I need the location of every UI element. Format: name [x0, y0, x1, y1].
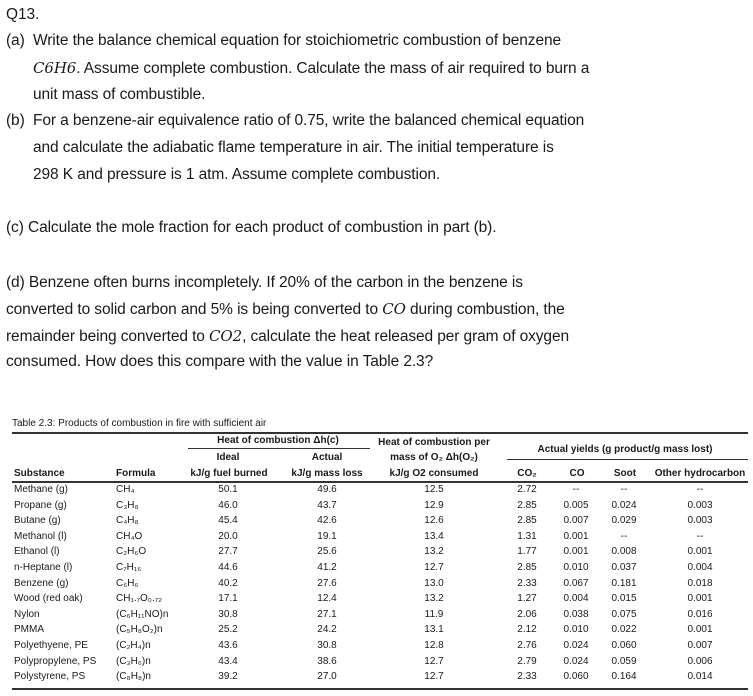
cell-ideal: 27.7 [218, 546, 238, 558]
cell-other: 0.004 [687, 562, 713, 573]
part-c: (c) Calculate the mole fraction for each product of combustion in part (b). [6, 219, 497, 236]
cell-co2: 2.33 [517, 671, 537, 683]
table-header-rule [12, 481, 748, 483]
part-d-line3-pre: remainder being converted to [6, 328, 210, 345]
header-other-hydrocarbon: Other hydrocarbon [654, 468, 746, 479]
cell-co2: 1.77 [517, 546, 537, 558]
cell-actual: 38.6 [317, 655, 337, 667]
cell-other: -- [696, 484, 704, 495]
table-bottom-rule [12, 688, 748, 690]
cell-formula: (C₃H₆)n [116, 655, 151, 667]
part-b-line1: For a benzene-air equivalence ratio of 0.75, write the balanced chemical equation [33, 112, 585, 129]
cell-substance: Methane (g) [14, 484, 68, 495]
cell-actual: 12.4 [317, 593, 337, 605]
cell-co: 0.001 [563, 546, 589, 558]
cell-substance: Polyethyene, PE [14, 640, 88, 651]
cell-per-o2: 13.2 [424, 593, 444, 605]
cell-formula: C₇H₁₆ [116, 562, 142, 573]
header-per-o2-line2: mass of O₂ Δh(O₂) [390, 452, 478, 463]
cell-formula: CH₄ [116, 484, 135, 495]
part-d-line4: consumed. How does this compare with the value in Table 2.3? [6, 353, 434, 370]
cell-substance: Wood (red oak) [14, 593, 83, 605]
cell-formula: CH₄O [116, 530, 143, 542]
part-d-line1: (d) Benzene often burns incompletely. If 20% of the carbon in the benzene is [6, 274, 523, 291]
cell-formula: CH₁.₇O₀.₇₂ [116, 593, 163, 605]
cell-per-o2: 12.7 [424, 671, 444, 683]
cell-formula: C₄H₈ [116, 515, 139, 527]
cell-ideal: 45.4 [218, 515, 238, 527]
cell-co2: 2.76 [517, 640, 537, 651]
part-b-line2: and calculate the adiabatic flame temperature in air. The initial temperature is [33, 139, 554, 156]
cell-ideal: 50.1 [218, 484, 238, 495]
cell-co: 0.010 [563, 624, 589, 636]
header-ideal-unit: kJ/g fuel burned [190, 468, 268, 479]
header-heat-rule [188, 448, 370, 449]
cell-co2: 2.72 [517, 484, 537, 495]
cell-actual: 41.2 [317, 562, 337, 573]
cell-co: 0.004 [563, 593, 589, 605]
cell-substance: Ethanol (l) [14, 546, 60, 558]
cell-soot: 0.015 [611, 593, 637, 605]
cell-ideal: 20.0 [218, 530, 238, 542]
cell-co: 0.024 [563, 640, 589, 651]
cell-ideal: 25.2 [218, 624, 238, 636]
cell-per-o2: 12.6 [424, 515, 444, 527]
cell-actual: 24.2 [317, 624, 337, 636]
header-actual-yields: Actual yields (g product/g mass lost) [537, 444, 713, 455]
cell-other: 0.018 [687, 577, 713, 589]
part-d-line3-post: , calculate the heat released per gram of oxygen [242, 328, 569, 345]
cell-substance: Propane (g) [14, 499, 67, 511]
cell-soot: 0.164 [611, 671, 637, 683]
cell-substance: Benzene (g) [14, 577, 69, 589]
cell-ideal: 40.2 [218, 577, 238, 589]
cell-formula: (C₆H₁₁NO)n [116, 608, 169, 620]
cell-co2: 2.06 [517, 608, 537, 620]
cell-formula: C₆H₆ [116, 577, 139, 589]
part-a-line2-text: . Assume complete combustion. Calculate the mass of air required to burn a [76, 60, 590, 77]
header-actual: Actual [311, 452, 343, 463]
cell-other: -- [696, 530, 704, 542]
cell-substance: Polypropylene, PS [14, 655, 97, 667]
cell-formula: (C₂H₄)n [116, 640, 151, 651]
part-b-line3: 298 K and pressure is 1 atm. Assume complete combustion. [33, 166, 441, 183]
cell-co: 0.067 [563, 577, 589, 589]
part-d-line2-pre: converted to solid carbon and 5% is being converted to [6, 301, 383, 318]
cell-other: 0.006 [687, 655, 713, 667]
cell-substance: Butane (g) [14, 515, 61, 527]
cell-soot: 0.024 [611, 499, 637, 511]
cell-soot: 0.008 [611, 546, 637, 558]
cell-other: 0.001 [687, 593, 713, 605]
cell-ideal: 46.0 [218, 499, 238, 511]
cell-substance: Nylon [14, 608, 40, 620]
cell-co2: 2.33 [517, 577, 537, 589]
cell-soot: 0.181 [611, 577, 637, 589]
cell-other: 0.007 [687, 640, 713, 651]
cell-per-o2: 12.8 [424, 640, 444, 651]
part-d-line3 [6, 327, 569, 346]
cell-substance: Methanol (l) [14, 530, 67, 542]
cell-actual: 43.7 [317, 499, 337, 511]
cell-other: 0.014 [687, 671, 713, 683]
cell-other: 0.016 [687, 608, 713, 620]
cell-per-o2: 12.5 [424, 484, 444, 495]
cell-ideal: 39.2 [218, 671, 238, 683]
part-a-line3: unit mass of combustible. [33, 86, 206, 103]
cell-per-o2: 12.7 [424, 562, 444, 573]
co-formula: CO [382, 300, 406, 318]
cell-soot: -- [620, 484, 628, 495]
cell-actual: 27.6 [317, 577, 337, 589]
cell-co: 0.010 [563, 562, 589, 573]
cell-per-o2: 13.4 [424, 530, 444, 542]
header-formula: Formula [116, 468, 156, 479]
part-b-label: (b) [6, 112, 25, 129]
cell-substance: n-Heptane (l) [14, 562, 73, 573]
part-d-line2-post: during combustion, the [405, 301, 565, 318]
header-per-o2-line1: Heat of combustion per [378, 437, 490, 448]
cell-actual: 49.6 [317, 484, 337, 495]
cell-co2: 2.85 [517, 515, 537, 527]
benzene-formula: C6H6 [33, 59, 77, 77]
cell-ideal: 30.8 [218, 608, 238, 620]
cell-formula: C₂H₆O [116, 546, 147, 558]
cell-soot: 0.060 [611, 640, 637, 651]
cell-per-o2: 13.0 [424, 577, 444, 589]
cell-co: 0.005 [563, 499, 589, 511]
cell-other: 0.001 [687, 624, 713, 636]
cell-per-o2: 13.2 [424, 546, 444, 558]
cell-co: 0.038 [563, 608, 589, 620]
cell-other: 0.003 [687, 515, 713, 527]
cell-other: 0.003 [687, 499, 713, 511]
table-top-rule [12, 432, 748, 434]
cell-actual: 30.8 [317, 640, 337, 651]
cell-other: 0.001 [687, 546, 713, 558]
cell-formula: (C₈H₈)n [116, 671, 151, 683]
part-d-line2 [6, 300, 565, 319]
cell-co: 0.001 [563, 530, 589, 542]
header-yields-rule [507, 459, 748, 460]
table-caption: Table 2.3: Products of combustion in fire with sufficient air [12, 418, 267, 429]
cell-actual: 27.0 [317, 671, 337, 683]
cell-soot: 0.075 [611, 608, 637, 620]
cell-co2: 1.31 [517, 530, 537, 542]
cell-formula: C₃H₈ [116, 499, 139, 511]
cell-per-o2: 12.9 [424, 499, 444, 511]
cell-co: 0.007 [563, 515, 589, 527]
cell-co2: 2.85 [517, 499, 537, 511]
cell-per-o2: 13.1 [424, 624, 444, 636]
header-heat-of-combustion: Heat of combustion Δh(c) [217, 435, 339, 446]
cell-soot: 0.029 [611, 515, 637, 527]
header-ideal: Ideal [216, 452, 240, 463]
cell-soot: 0.022 [611, 624, 637, 636]
cell-co2: 2.12 [517, 624, 537, 636]
cell-co: -- [572, 484, 580, 495]
cell-substance: PMMA [14, 624, 44, 636]
header-actual-unit: kJ/g mass loss [291, 468, 363, 479]
cell-co2: 2.79 [517, 655, 537, 667]
cell-soot: 0.059 [611, 655, 637, 667]
cell-substance: Polystyrene, PS [14, 671, 86, 683]
header-co: CO [569, 468, 585, 479]
cell-co: 0.060 [563, 671, 589, 683]
part-a-line2 [33, 59, 589, 78]
cell-actual: 25.6 [317, 546, 337, 558]
question-number: Q13. [6, 6, 40, 23]
co2-formula: CO2 [209, 327, 243, 345]
cell-actual: 19.1 [317, 530, 337, 542]
cell-soot: -- [620, 530, 628, 542]
cell-ideal: 43.4 [218, 655, 238, 667]
cell-co: 0.024 [563, 655, 589, 667]
header-per-o2-unit: kJ/g O2 consumed [389, 468, 479, 479]
cell-actual: 27.1 [317, 608, 337, 620]
cell-ideal: 43.6 [218, 640, 238, 651]
header-soot: Soot [613, 468, 637, 479]
cell-soot: 0.037 [611, 562, 637, 573]
cell-co2: 1.27 [517, 593, 537, 605]
cell-per-o2: 12.7 [424, 655, 444, 667]
cell-formula: (C₅H₈O₂)n [116, 624, 163, 636]
cell-ideal: 44.6 [218, 562, 238, 573]
part-a-line1: Write the balance chemical equation for stoichiometric combustion of benzene [33, 32, 562, 49]
cell-actual: 42.6 [317, 515, 337, 527]
cell-ideal: 17.1 [218, 593, 238, 605]
cell-co2: 2.85 [517, 562, 537, 573]
part-a-label: (a) [6, 32, 25, 49]
cell-per-o2: 11.9 [424, 608, 444, 620]
header-co2: CO₂ [517, 468, 537, 479]
header-substance: Substance [14, 468, 65, 479]
